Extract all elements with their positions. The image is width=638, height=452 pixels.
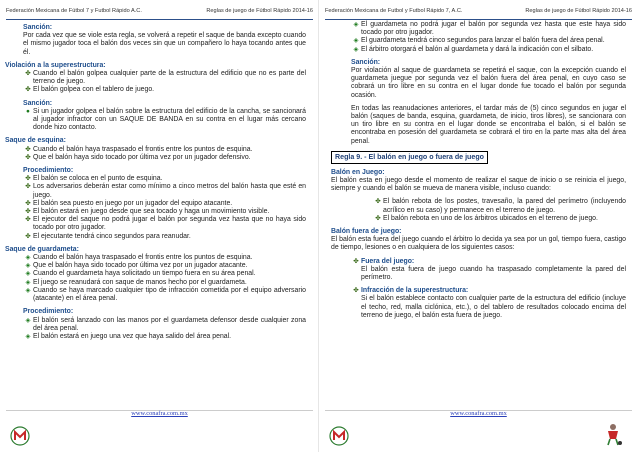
section-heading: Saque de esquina:: [5, 137, 66, 145]
list-item: ● Si un jugador golpea el balón sobre la estructura del edificio de la cancha, se sancionará al jugador infractor con un SAQUE DE BANDA en su contra en el lugar más cercano donde hizo contacto.: [23, 108, 306, 133]
list-item: ◈ El balón será lanzado con las manos por el guardameta defensor desde cualquier zona del área penal.: [23, 317, 306, 333]
federation-logo-icon: [329, 426, 349, 446]
diamond-bullet-icon: ✤: [25, 153, 31, 161]
diamond-bullet-icon: ✤: [375, 198, 381, 206]
diamond-bullet-icon: ✤: [25, 232, 31, 240]
section-heading: Procedimiento:: [23, 308, 74, 316]
list-item: ✤ Cuando el balón golpea cualquier parte de la estructura del edificio que no es parte del terreno de juego.: [17, 70, 306, 86]
soccer-ball-icon: ◈: [25, 262, 31, 270]
section-heading: Sanción:: [23, 24, 53, 31]
list-item: ✤ El balón rebota de los postes, travesaño, la pared del perímetro (incluyendo acrílico en su caso) y permanece en el terreno de juego.: [373, 198, 626, 214]
section-heading: Violación a la superestructura:: [5, 61, 106, 69]
paragraph: Por cada vez que se viole esta regla, se volverá a repetir el saque de banda excepto cuando el mismo jugador toca el balón dos veces sin que un compañero lo haya tocando antes que él.: [23, 32, 306, 56]
list-item: ◈ Cuando se haya marcado cualquier tipo de infracción cometida por el equipo adversario (atacante) en el área penal.: [17, 287, 306, 303]
list-item: ◈ El guardameta no podrá jugar el balón por segunda vez hasta que este haya sido tocado por otro jugador.: [351, 21, 626, 37]
list-item: ✤ Cuando el balón haya traspasado el frontis entre los puntos de esquina.: [17, 146, 306, 154]
soccer-ball-icon: ◈: [25, 254, 31, 262]
federation-logo-icon: [10, 426, 30, 446]
section-heading: Sanción:: [23, 99, 53, 107]
paragraph: El balón esta en juego desde el momento de realizar el saque de inicio o se reinicia el juego, siempre y cuando el balón se mueva de manera visible, incluso cuando:: [331, 177, 626, 193]
list-item: ◈ Que el balón haya sido tocado por última vez por un jugador atacante.: [17, 262, 306, 270]
list-item: ✤ El ejecutor del saque no podrá jugar el balón por segunda vez hasta que no haya sido tocado por otro jugador.: [23, 216, 306, 232]
footer-link[interactable]: www.conafra.com.mx: [131, 410, 188, 417]
header-rule: [6, 19, 313, 20]
list-item: ◈ El árbitro otorgará el balón al guardameta y dará la indicación con el silbato.: [351, 46, 626, 54]
soccer-ball-icon: ◈: [353, 45, 359, 53]
section-heading: Balón en Juego:: [331, 168, 385, 176]
diamond-bullet-icon: ✤: [25, 175, 31, 183]
soccer-ball-icon: ◈: [353, 21, 359, 28]
list-item: ✤ El ejecutante tendrá cinco segundos para reanudar.: [23, 233, 306, 241]
diamond-bullet-icon: ✤: [25, 199, 31, 207]
diamond-bullet-icon: ✤: [25, 86, 31, 94]
section-heading: Procedimiento:: [23, 167, 74, 175]
soccer-ball-icon: ●: [26, 107, 30, 115]
footer-link[interactable]: www.conafra.com.mx: [450, 410, 507, 417]
header-rule: [325, 19, 632, 20]
soccer-ball-icon: ◈: [25, 316, 31, 324]
rule-title: Regla 9. - El balón en juego o fuera de juego: [331, 151, 488, 164]
list-item: ✤ El balón sea puesto en juego por un jugador del equipo atacante.: [23, 200, 306, 208]
diamond-bullet-icon: ✤: [25, 208, 31, 216]
diamond-bullet-icon: ✤: [25, 145, 31, 153]
header-title: Federación Mexicana de Futbol y Futbol Rápido 7, A.C.: [325, 8, 463, 14]
list-item: ✤ El balón se coloca en el punto de esquina.: [23, 175, 306, 183]
soccer-ball-icon: ◈: [25, 286, 31, 294]
diamond-bullet-icon: ✤: [25, 216, 31, 224]
soccer-ball-icon: ◈: [25, 278, 31, 286]
page-body: [5, 24, 306, 341]
page-header: [6, 4, 313, 18]
list-item: ◈ El balón estará en juego una vez que haya salido del área penal.: [23, 333, 306, 341]
list-item: ◈ El juego se reanudará con saque de manos hecho por el guardameta.: [17, 279, 306, 287]
paragraph: Por violación al saque de guardameta se repetirá el saque, con la excepción cuando el guardameta juegue por segunda vez el balón fuera del área penal, en cuyo caso se cobrará un tiro libre en su contra en el lugar donde fue tocado el balón por segunda ocasión.: [351, 67, 626, 99]
list-item: ✤ El balón rebota en uno de los árbitros ubicados en el terreno de juego.: [373, 215, 626, 223]
diamond-bullet-icon: ✤: [353, 287, 359, 295]
player-emblem-icon: [602, 422, 624, 446]
diamond-bullet-icon: ✤: [375, 214, 381, 222]
paragraph: Si el balón establece contacto con cualquier parte de la estructura del edificio (incluye el techo, red, malla ciclónica, etc.), o del tablero de resultados colocado encima del terreno de juego, el balón esta fuera de juego.: [361, 295, 626, 319]
section-heading: Saque de guardameta:: [5, 245, 79, 253]
list-item: ✤ Infracción de la superestructura:: [351, 287, 626, 295]
section-heading: Balón fuera de juego:: [331, 228, 402, 236]
soccer-ball-icon: ◈: [25, 332, 31, 340]
header-doc-title: Reglas de juego de Fútbol Rápido 2014-16: [525, 8, 632, 14]
paragraph: El balón esta fuera de juego cuando ha traspasado completamente la pared del perímetro.: [361, 265, 626, 282]
paragraph: El balón esta fuera del juego cuando el árbitro lo decida ya sea por un gol, tiempo fuera, castigo de tiempo, lesiones o en cualquiera de los siguientes casos:: [331, 236, 626, 252]
diamond-bullet-icon: ✤: [353, 257, 359, 265]
right-page: [319, 0, 638, 452]
list-item: ✤ Que el balón haya sido tocado por última vez por un jugador defensivo.: [17, 154, 306, 162]
list-item: ✤ El balón golpea con el tablero de juego.: [17, 86, 306, 94]
page-body: [331, 21, 626, 320]
list-item: ✤ Fuera del juego:: [351, 258, 626, 266]
soccer-ball-icon: ◈: [353, 37, 359, 45]
paragraph: En todas las reanudaciones anteriores, el tardar más de (5) cinco segundos en jugar el balón (saques de banda, esquina, guardameta, de inicio, tiros libres), se sancionara con un tiro libre en su contra en el lugar donde se encontraba el balón, si el balón se encontraba en posesión del guardameta se cobrará el tiro en la parte mas alta del área penal.: [351, 104, 626, 145]
list-item: ◈ Cuando el balón haya traspasado el frontis entre los puntos de esquina.: [17, 254, 306, 262]
list-item: ✤ Los adversarios deberán estar como mínimo a cinco metros del balón hasta que esté en juego.: [23, 183, 306, 199]
list-item: ◈ Cuando el guardameta haya solicitado un tiempo fuera en su área penal.: [17, 270, 306, 278]
header-doc-title: Reglas de juego de Fútbol Rápido 2014-16: [206, 8, 313, 14]
diamond-bullet-icon: ✤: [25, 183, 31, 191]
list-item: ◈ El guardameta tendrá cinco segundos para lanzar el balón fuera del área penal.: [351, 37, 626, 45]
page-header: [325, 4, 632, 18]
diamond-bullet-icon: ✤: [25, 70, 31, 78]
header-title: Federación Mexicana de Fútbol 7 y Futbol Rápido A.C.: [6, 8, 142, 14]
soccer-ball-icon: ◈: [25, 270, 31, 278]
list-item: ✤ El balón estará en juego desde que sea tocado y haga un movimiento visible.: [23, 208, 306, 216]
section-heading: Sanción:: [351, 58, 381, 66]
